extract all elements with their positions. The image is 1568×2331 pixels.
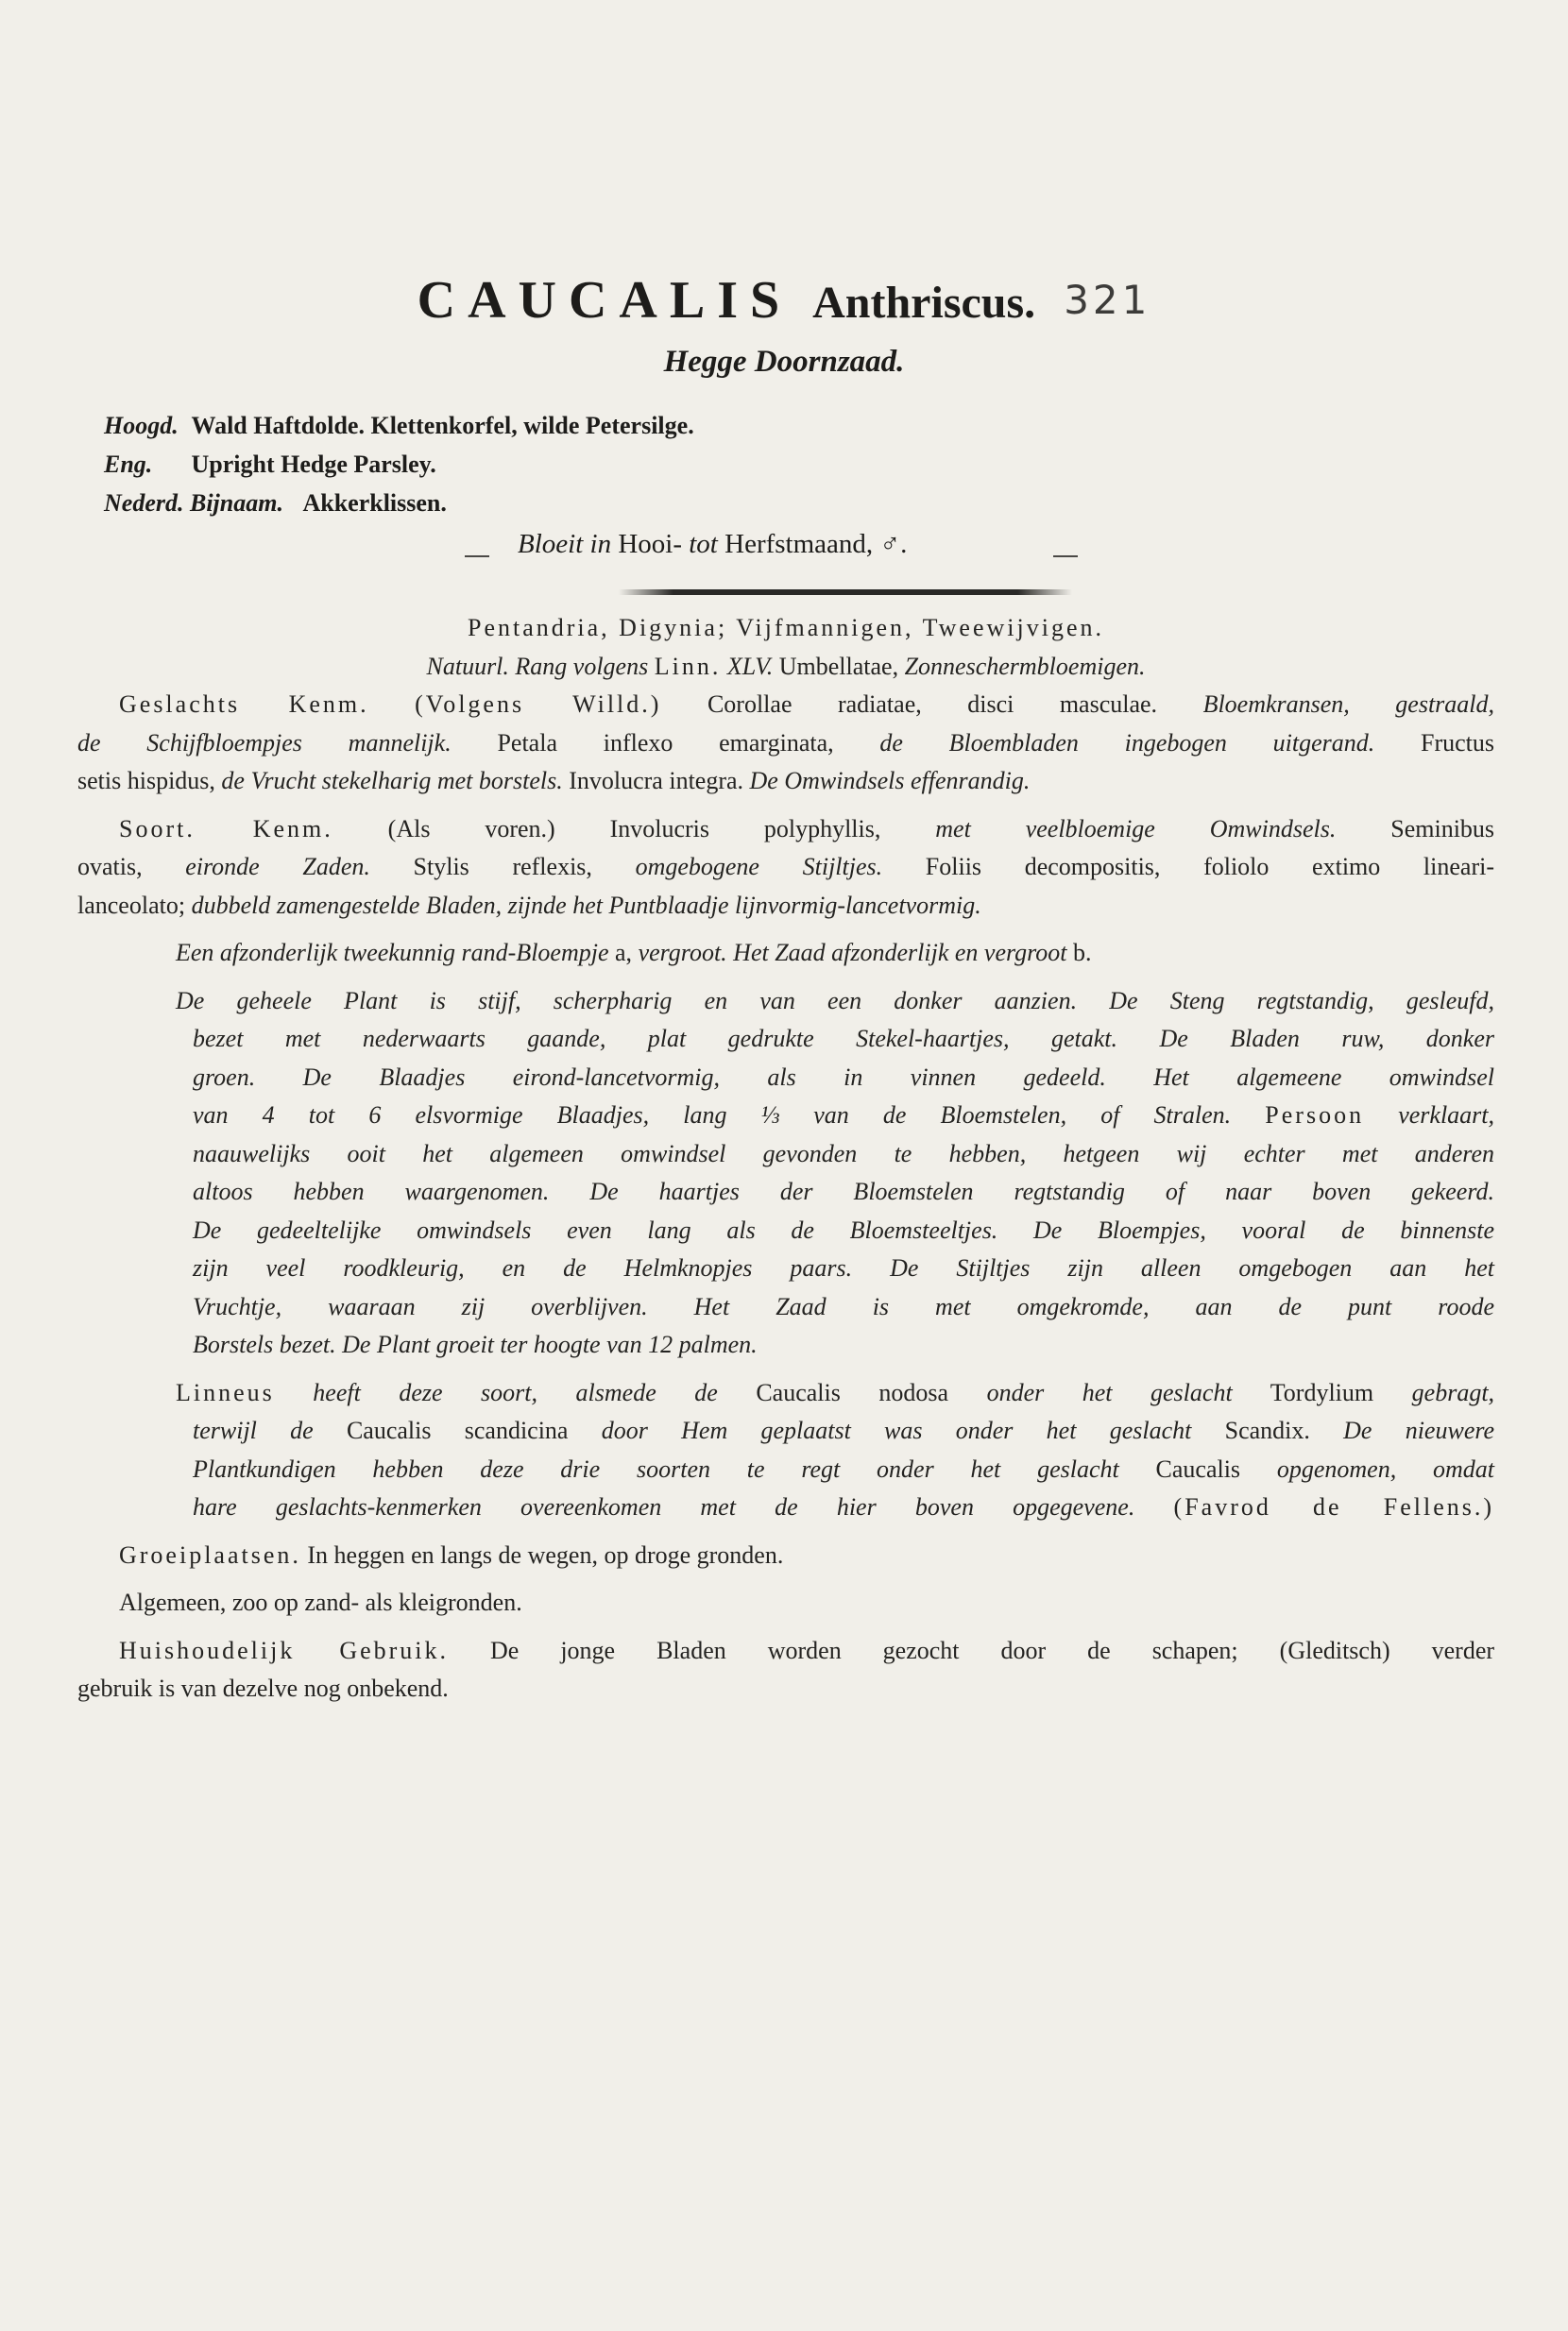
biennial-symbol: ♂. (879, 529, 908, 559)
description-line: altoos hebben waargenomen. De haartjes der Bloemstelen regtstandig of naar boven gekeerd. (193, 1178, 1494, 1205)
linnaean-classification: Pentandria, Digynia; Vijfmannigen, Tweewijvigen. (468, 614, 1104, 641)
handwritten-plate-number: 321 (1064, 277, 1151, 323)
description-line: groen. De Blaadjes eirond-lancetvormig, als in vinnen gedeeld. Het algemeene omwindsel (193, 1063, 1494, 1091)
body-text (77, 609, 1494, 1709)
genus-character-line: setis hispidus, de Vrucht stekelharig met borstels. Involucra integra. De Omwindsels effenrandig. (77, 767, 1031, 794)
natural-rank (77, 648, 1494, 687)
bloom-period (518, 529, 907, 560)
bloom-prefix: Bloeit in (518, 529, 612, 559)
genus-character-line: de Schijfbloempjes mannelijk. Petala inflexo emarginata, de Bloembladen ingebogen uitgerand. Fructus (77, 728, 1495, 757)
linnaeus-note-line: hare geslachts-kenmerken overeenkomen met de hier boven opgegevene. (Favrod de Fellens.) (193, 1493, 1495, 1521)
description-line: De geheele Plant is stijf, scherpharig en van een donker aanzien. De Steng regtstandig, gesleufd, (176, 986, 1494, 1014)
linnaeus-note-line: Linneus heeft deze soort, alsmede de Caucalis nodosa onder het geslacht Tordylium gebragt, (176, 1378, 1495, 1406)
common-name-dutch (104, 484, 694, 522)
common-names-block (104, 406, 694, 522)
rank-label: Natuurl. Rang volgens (426, 652, 649, 680)
bloom-tot: tot (689, 529, 718, 559)
household-use-continued: gebruik is van dezelve nog onbekend. (77, 1675, 449, 1702)
bloom-to: Herfstmaand, (724, 529, 874, 559)
family-latin: Umbellatae, (778, 652, 899, 680)
description-line: bezet met nederwaarts gaande, plat gedrukte Stekel-haartjes, getakt. De Bladen ruw, donker (193, 1025, 1494, 1052)
linnaeus-note-line: terwijl de Caucalis scandicina door Hem geplaatst was onder het geslacht Scandix. De nieuwere (193, 1417, 1495, 1444)
species-title: Anthriscus. (812, 278, 1036, 328)
description-line: De gedeeltelijke omwindsels even lang als de Bloemsteeltjes. De Bloempjes, vooral de binnenste (193, 1216, 1494, 1244)
description-line: zijn veel roodkleurig, en de Helmknopjes paars. De Stijltjes zijn alleen omgebogen aan het (193, 1254, 1494, 1282)
description-line: Vruchtje, waaraan zij overblijven. Het Zaad is met omgekromde, aan de punt roode (193, 1292, 1494, 1320)
description-line: naauwelijks ooit het algemeen omwindsel gevonden te hebben, hetgeen wij echter met anderen (193, 1139, 1494, 1167)
rank-class: XLV. (726, 652, 774, 680)
genus-title: CAUCALIS (417, 271, 793, 330)
common-name-value: Upright Hedge Parsley. (191, 451, 436, 478)
language-label: Hoogd. (104, 412, 179, 439)
habitat: Groeiplaatsen. In heggen en langs de wegen, op droge gronden. (119, 1540, 784, 1569)
bloom-from: Hooi- (618, 529, 682, 559)
decorative-dash (465, 555, 489, 557)
family-dutch: Zonneschermbloemigen. (904, 652, 1146, 680)
language-label: Eng. (104, 451, 153, 478)
common-name-german (104, 406, 694, 445)
title-line (0, 270, 1568, 331)
linnaeus-note-line: Plantkundigen hebben deze drie soorten te regt onder het geslacht Caucalis opgenomen, omdat (193, 1455, 1494, 1483)
species-character-line: Soort. Kenm. (Als voren.) Involucris polyphyllis, met veelbloemige Omwindsels. Seminibus (119, 814, 1495, 842)
language-label: Nederd. Bijnaam. (104, 489, 283, 517)
common-name-value: Akkerklissen. (302, 489, 447, 517)
decorative-dash (1053, 555, 1078, 557)
species-character-line: ovatis, eironde Zaden. Stylis reflexis, omgebogene Stijltjes. Foliis decompositis, foliolo extimo lineari- (77, 853, 1494, 880)
description-line: Borstels bezet. De Plant groeit ter hoogte van 12 palmen. (193, 1331, 758, 1358)
common-name-english (104, 445, 694, 484)
general-occurrence: Algemeen, zoo op zand- als kleigronden. (119, 1589, 522, 1616)
section-rule (619, 589, 1072, 595)
species-character-line: lanceolato; dubbeld zamengestelde Bladen, zijnde het Puntblaadje lijnvormig-lancetvormig. (77, 891, 981, 919)
common-name-value: Wald Haftdolde. Klettenkorfel, wilde Petersilge. (191, 412, 694, 439)
rank-author: Linn. (654, 652, 722, 680)
household-use: Huishoudelijk Gebruik. De jonge Bladen worden gezocht door de schapen; (Gleditsch) verder (119, 1636, 1495, 1664)
description-line: van 4 tot 6 elsvormige Blaadjes, lang ⅓ van de Bloemstelen, of Stralen. Persoon verklaart, (193, 1101, 1495, 1129)
figure-note: Een afzonderlijk tweekunnig rand-Bloempje a, vergroot. Het Zaad afzonderlijk en vergroot b. (176, 939, 1092, 966)
dutch-name-subtitle: Hegge Doornzaad. (663, 345, 905, 379)
genus-character-line: Geslachts Kenm. (Volgens Willd.) Corollae radiatae, disci masculae. Bloemkransen, gestraald, (119, 690, 1495, 718)
